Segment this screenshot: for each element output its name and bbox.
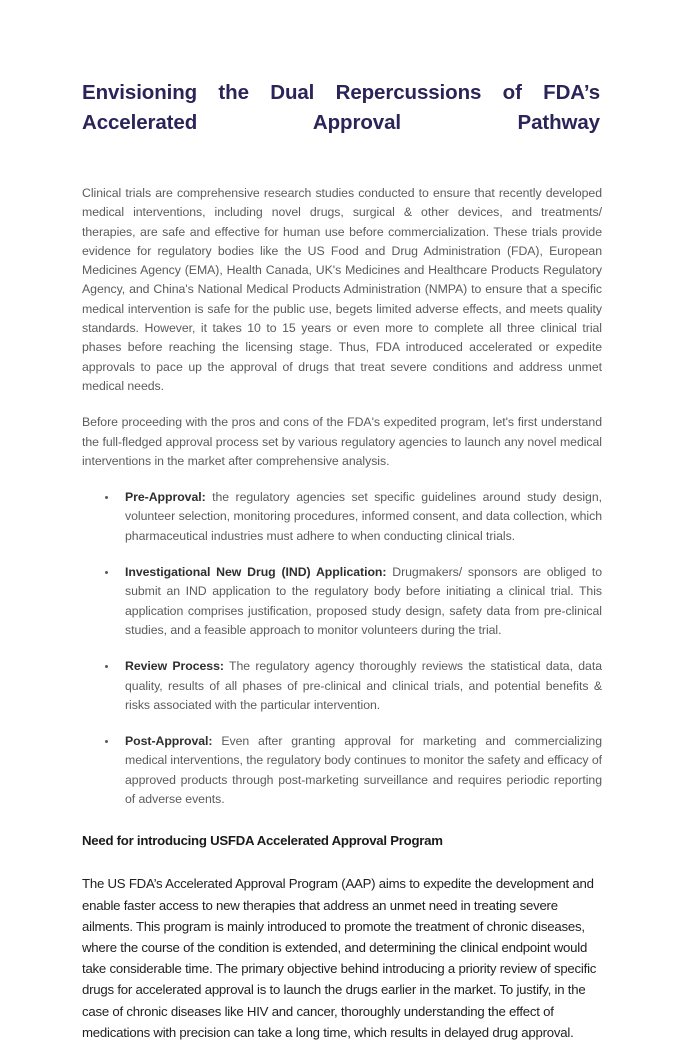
list-item xyxy=(82,657,602,715)
list-item xyxy=(82,732,602,809)
approval-process-list xyxy=(82,488,602,809)
list-item-text: The regulatory agency thoroughly reviews the statistical data, data quality, results of all phases of pre-clinical and clinical trials, and potential benefits & risks associated with the particular intervention. xyxy=(125,659,602,712)
section-heading: Need for introducing USFDA Accelerated Approval Program xyxy=(82,833,443,849)
list-item xyxy=(82,563,602,640)
list-item-text: the regulatory agencies set specific guidelines around study design, volunteer selection, monitoring procedures, informed consent, and data collection, which pharmaceutical industries must adhere to when conducting clinical trials. xyxy=(125,490,602,543)
list-item-lead: Review Process: xyxy=(125,659,224,674)
bullet-dot-icon xyxy=(105,496,108,499)
list-item xyxy=(82,488,602,546)
bullet-dot-icon xyxy=(105,740,108,743)
list-item-lead: Pre-Approval: xyxy=(125,490,206,505)
bullet-dot-icon xyxy=(105,571,108,574)
lead-in-paragraph: Before proceeding with the pros and cons of the FDA's expedited program, let's first understand the full-fledged approval process set by various regulatory agencies to launch any novel medical interventions in the market after comprehensive analysis. xyxy=(82,415,602,468)
list-item-lead: Investigational New Drug (IND) Application: xyxy=(125,565,387,580)
closing-paragraph: The US FDA’s Accelerated Approval Program (AAP) aims to expedite the development and enable faster access to new therapies that address an unmet need in treating severe ailments. This program is mainly introduced to promote the treatment of chronic diseases, where the course of the condition is extended, and determining the clinical endpoint would take considerable time. The primary objective behind introducing a priority review of specific drugs for accelerated approval is to launch the drugs earlier in the market. To justify, in the case of chronic diseases like HIV and cancer, thoroughly understanding the effect of medications with precision can take a long time, which results in delayed drug approval. xyxy=(82,876,597,1040)
list-item-text: Even after granting approval for marketing and commercializing medical interventions, the regulatory body continues to monitor the safety and efficacy of approved products through post-marketing surveillance and requires periodic reporting of adverse events. xyxy=(125,734,602,807)
list-item-lead: Post-Approval: xyxy=(125,734,213,749)
list-item-text: Drugmakers/ sponsors are obliged to submit an IND application to the regulatory body before initiating a clinical trial. This application comprises justification, proposed study design, safety data from pre-clinical studies, and a feasible approach to monitor volunteers during the trial. xyxy=(125,565,603,637)
intro-paragraph: Clinical trials are comprehensive research studies conducted to ensure that recently developed medical interventions, including novel drugs, surgical & other devices, and treatments/ therapies, are safe and effective for human use before commercialization. These trials provide evidence for regulatory bodies like the US Food and Drug Administration (FDA), European Medicines Agency (EMA), Health Canada, UK's Medicines and Healthcare Products Regulatory Agency, and China's National Medical Products Administration (NMPA) to ensure that a specific medical intervention is safe for the public use, begets limited adverse effects, and meets quality standards. However, it takes 10 to 15 years or even more to complete all three clinical trial phases before reaching the licensing stage. Thus, FDA introduced accelerated or expedite approvals to pace up the approval of drugs that treat severe conditions and address unmet medical needs. xyxy=(82,186,602,393)
bullet-dot-icon xyxy=(105,665,108,668)
page-title: Envisioning the Dual Repercussions of FDA’s Accelerated Approval Pathway xyxy=(82,81,600,134)
